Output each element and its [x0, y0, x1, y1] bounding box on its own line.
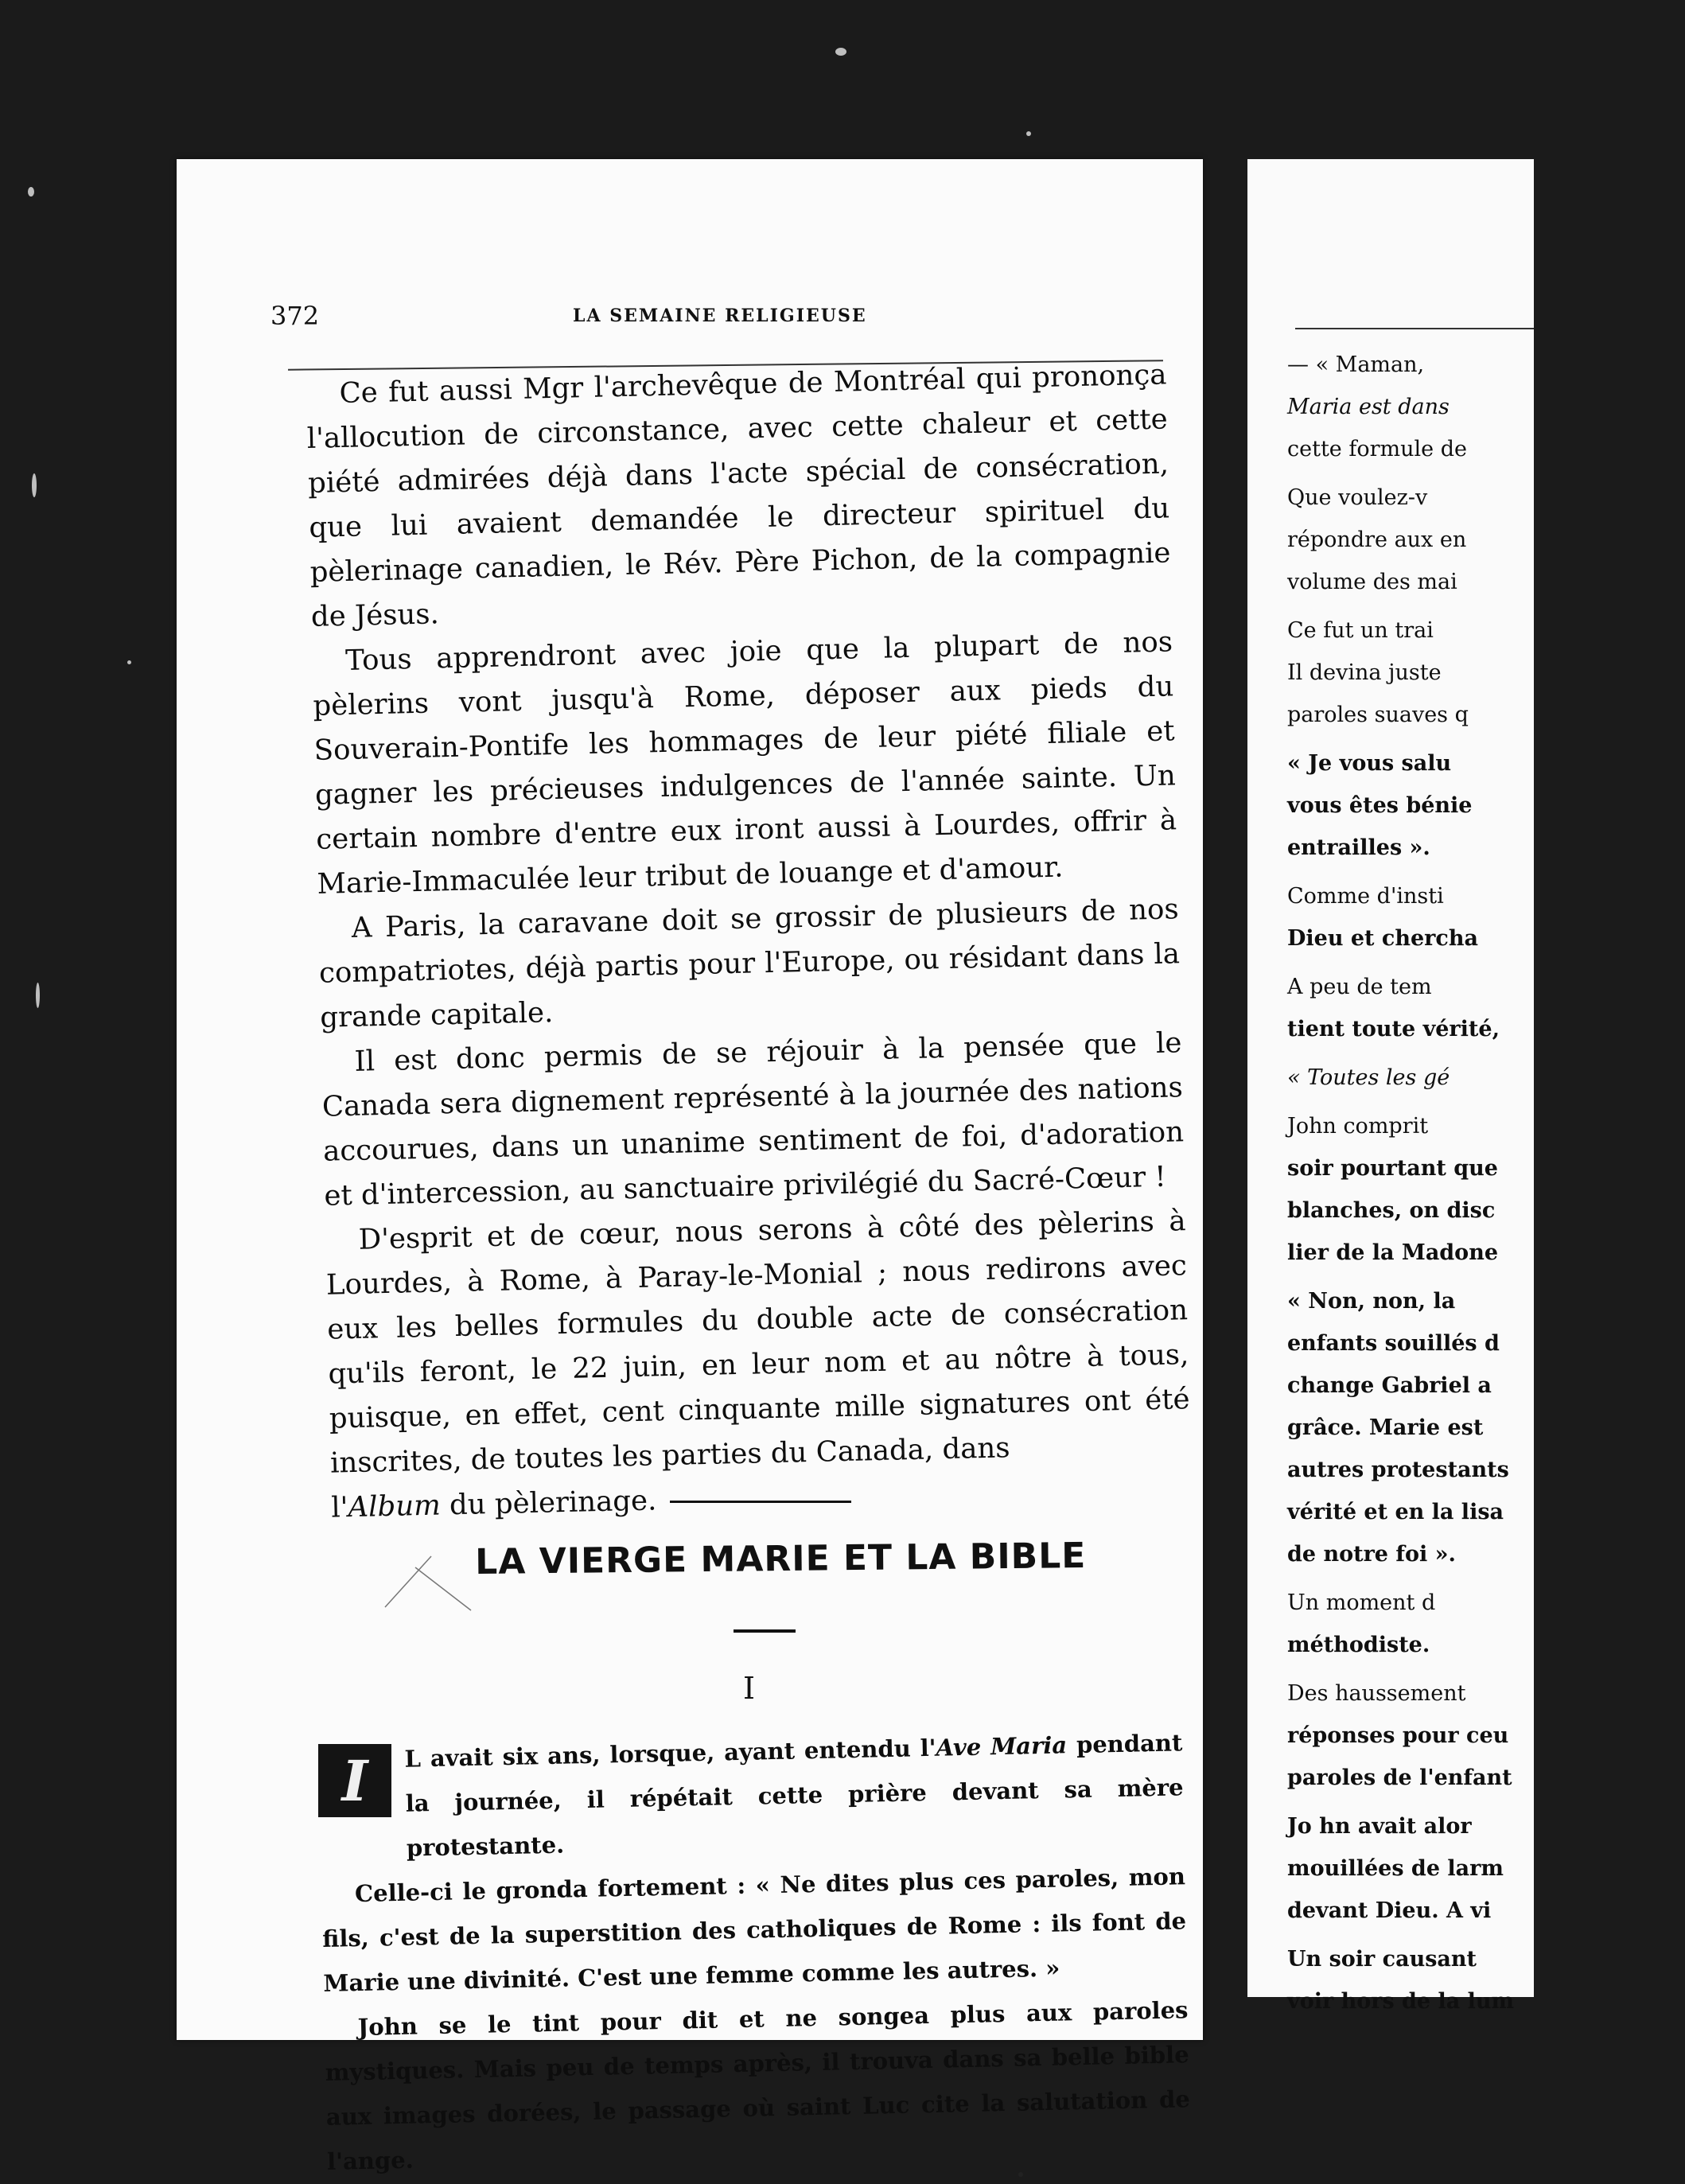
text-run: du pèlerinage. — [440, 1484, 657, 1522]
right-page-line: Ce fut un trai — [1287, 618, 1434, 643]
left-page — [177, 159, 1203, 2175]
ave-maria-italic: Ave Maria — [936, 1731, 1068, 1762]
right-page-line: soir pourtant que — [1287, 1156, 1498, 1181]
dust-speck — [835, 48, 846, 56]
right-page-line: « Je vous salu — [1287, 751, 1452, 776]
dropcap-initial: I — [318, 1744, 391, 1817]
story-paragraph — [318, 1720, 1185, 1872]
album-italic: Album — [348, 1489, 442, 1524]
right-page-line: lier de la Madone — [1287, 1240, 1499, 1265]
right-page-line: Il devina juste — [1287, 660, 1442, 685]
right-header-rule — [1295, 328, 1534, 329]
right-page-line: John comprit — [1287, 1114, 1429, 1139]
page-number: 372 — [270, 301, 320, 331]
dust-speck — [28, 187, 34, 197]
paragraph: Tous apprendront avec joie que la plupart de nos pèlerins vont jusqu'à Rome, déposer aux pieds du Souverain-Pontife les hommages de leur piété filiale et gagner les précieuses indulgences de l'année sainte. Un certain nombre d'entre eux iront aussi à Lourdes, offrir à Marie-Immaculée leur tribut de louange et d'amour. — [313, 625, 1177, 901]
dust-speck — [127, 660, 131, 664]
right-page-line: blanches, on disc — [1287, 1198, 1496, 1223]
running-title: LA SEMAINE RELIGIEUSE — [573, 306, 867, 326]
right-page-line: Des haussement — [1287, 1681, 1466, 1706]
right-page-line: enfants souillés d — [1287, 1331, 1500, 1356]
right-page-line: voir hors de la lum — [1287, 1989, 1515, 2014]
right-page-text — [1287, 344, 1685, 2022]
text-run: l' — [330, 1491, 348, 1524]
right-page-line: tient toute vérité, — [1287, 1017, 1500, 1041]
right-page-line: « Non, non, la — [1287, 1289, 1456, 1314]
page-header — [270, 301, 1169, 341]
chapter-number: I — [743, 1671, 756, 1706]
right-page-line: volume des mai — [1287, 570, 1457, 594]
story-text — [318, 1720, 1191, 2184]
section-title: LA VIERGE MARIE ET LA BIBLE — [475, 1535, 1087, 1583]
section-separator — [670, 1501, 851, 1503]
right-page-line: entrailles ». — [1287, 835, 1430, 860]
right-page-line: répondre aux en — [1287, 528, 1467, 552]
right-page-line: Un moment d — [1287, 1590, 1436, 1615]
right-page-line: change Gabriel a — [1287, 1373, 1492, 1398]
right-page-line: réponses pour ceu — [1287, 1723, 1509, 1748]
right-page-partial — [1247, 159, 1534, 2014]
right-page-line: Comme d'insti — [1287, 884, 1444, 909]
right-page-line: « Toutes les gé — [1287, 1065, 1450, 1090]
dust-speck — [32, 473, 37, 497]
title-underline — [734, 1629, 796, 1633]
right-page-line: Que voulez-v — [1287, 485, 1428, 510]
paragraph: Ce fut aussi Mgr l'archevêque de Montréal qui prononça l'allocution de circonstance, avec cette chaleur et cette piété admirées déjà dans l'acte spécial de consécration, que lui avaient demandée le directeur spirituel du pèlerinage canadien, le Rév. Père Pichon, de la compagnie de Jésus. — [306, 358, 1171, 633]
pencil-mark-icon — [383, 1551, 479, 1615]
article-body — [305, 352, 1193, 1530]
paragraph: A Paris, la caravane doit se grossir de plusieurs de nos compatriotes, déjà partis pour l'Europe, ou résidant dans la grande capitale. — [318, 893, 1181, 1034]
dust-speck — [36, 983, 40, 1008]
right-page-line: paroles suaves q — [1287, 703, 1469, 727]
ink-dot — [1018, 2172, 1023, 2177]
right-page-line: devant Dieu. A vi — [1287, 1898, 1492, 1923]
right-page-line: vous êtes bénie — [1287, 793, 1473, 818]
right-page-line: — « Maman, — [1287, 352, 1425, 377]
right-page-line: Jo hn avait alor — [1287, 1814, 1472, 1839]
text-run: pendant la journée, il répétait cette prière devant sa mère protestante. — [405, 1729, 1184, 1862]
right-page-line: cette formule de — [1287, 437, 1467, 461]
right-page-line: mouillées de larm — [1287, 1856, 1504, 1881]
right-page-line: de notre foi ». — [1287, 1542, 1456, 1567]
right-page-line: paroles de l'enfant — [1287, 1765, 1512, 1790]
right-page-line: autres protestants — [1287, 1458, 1509, 1482]
right-page-line: Un soir causant — [1287, 1947, 1477, 1972]
right-page-line: Dieu et chercha — [1287, 926, 1478, 951]
paragraph: D'esprit et de cœur, nous serons à côté des pèlerins à Lourdes, à Rome, à Paray-le-Monial ; nous redirons avec eux les belles formules du double acte de consécration qu'ils feront, le 22 juin, en leur nom et au nôtre à tous, puisque, en effet, cent cinquante mille signatures ont été inscrites, de toutes les parties du Canada, dans — [325, 1205, 1191, 1480]
text-run: L avait six ans, lorsque, ayant entendu l' — [404, 1734, 936, 1773]
right-page-line: méthodiste. — [1287, 1633, 1430, 1657]
dust-speck — [1026, 131, 1031, 136]
paragraph: Il est donc permis de se réjouir à la pensée que le Canada sera dignement représenté à la journée des nations accourues, dans un unanime sentiment de foi, d'adoration et d'intercession, au sanctuaire privilégié du Sacré-Cœur ! — [321, 1026, 1185, 1213]
story-paragraph: John se le tint pour dit et ne songea plus aux paroles mystiques. Mais peu de temps après, il trouva dans sa belle bible aux images dorées, le passage où saint Luc cite la salutation de l'ange. — [325, 1996, 1191, 2175]
right-page-line: A peu de tem — [1287, 975, 1432, 999]
right-page-line: grâce. Marie est — [1287, 1415, 1484, 1440]
right-page-line: vérité et en la lisa — [1287, 1500, 1504, 1524]
right-page-line: Maria est dans — [1287, 395, 1450, 419]
story-paragraph: Celle-ci le gronda fortement : « Ne dites plus ces paroles, mon fils, c'est de la superstition des catholiques de Rome : ils font de Marie une divinité. C'est une femme comme les autres. » — [321, 1863, 1187, 1997]
